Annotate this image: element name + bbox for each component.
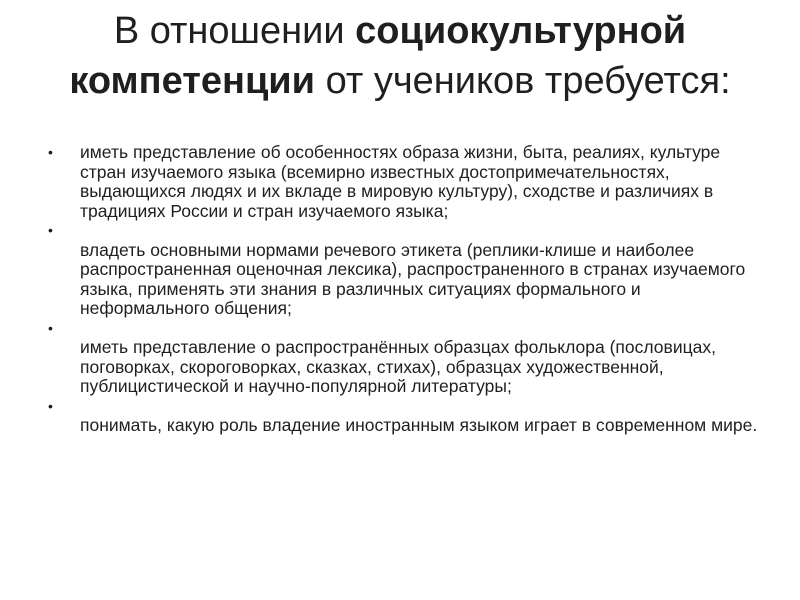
- bullet-text: иметь представление об особенностях образа жизни, быта, реалиях, культуре стран изучаемого языка (всемирно известных достопримечательностях, выдающихся людях и их вкладе в мировую культуру), сходстве и различиях в традициях России и стран изучаемого языка;: [80, 142, 721, 221]
- bullet-dot-icon: •: [48, 319, 53, 336]
- bullet-dot-icon: •: [48, 397, 53, 414]
- bullet-text: иметь представление о распространённых образцах фольклора (пословицах, поговорках, скороговорках, сказках, стихах), образцах художественной, публицистической и научно-популярной литературы;: [80, 337, 716, 396]
- bullet-text: понимать, какую роль владение иностранным языком играет в современном мире.: [80, 415, 758, 435]
- bullet-item: [48, 319, 768, 397]
- bullet-dot-icon: •: [48, 222, 53, 238]
- slide-title: [30, 6, 770, 106]
- bullet-dot-icon: •: [48, 144, 53, 160]
- bullet-text: владеть основными нормами речевого этикета (реплики-клише и наиболее распространенная оценочная лексика), распространенного в странах изучаемого языка, применять эти знания в различных ситуациях формального и неформального общения;: [80, 239, 746, 318]
- bullet-item: [48, 221, 768, 319]
- slide-title-part1: В отношении: [113, 10, 356, 52]
- bullet-list: [48, 143, 768, 436]
- slide-title-part2: от учеников требуется:: [315, 60, 731, 102]
- slide-title-bold: социокультурной компетенции: [69, 10, 687, 102]
- bullet-item: [48, 397, 768, 436]
- bullet-item: [48, 143, 768, 221]
